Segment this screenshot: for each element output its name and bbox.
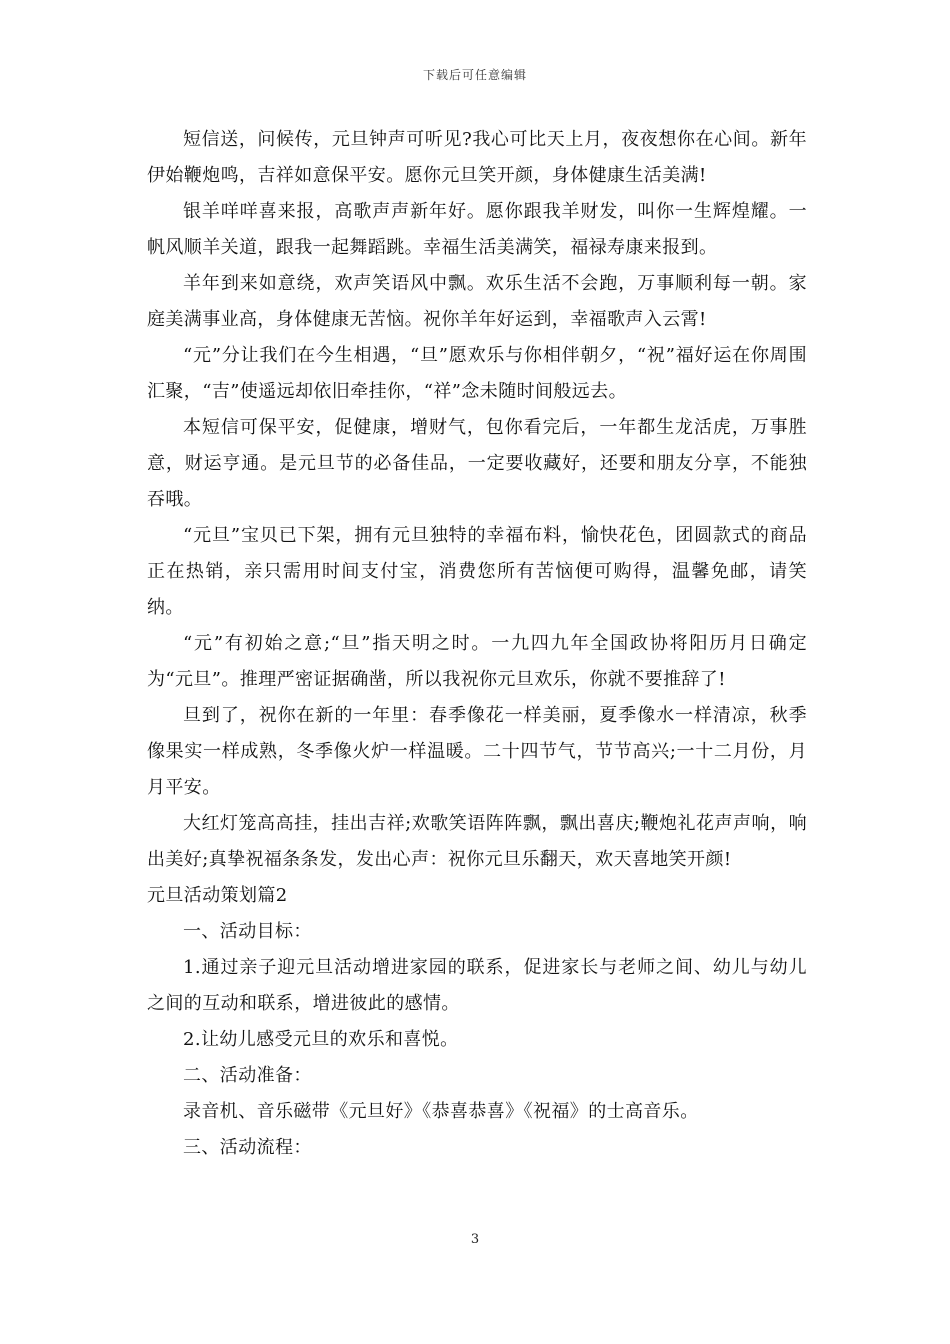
paragraph: 短信送，问候传，元旦钟声可听见?我心可比天上月，夜夜想你在心间。新年伊始鞭炮鸣，吉祥如意保平安。愿你元旦笑开颜，身体健康生活美满! xyxy=(147,129,807,186)
section-heading: 一、活动目标： xyxy=(183,921,312,942)
paragraph: 大红灯笼高高挂，挂出吉祥;欢歌笑语阵阵飘，飘出喜庆;鞭炮礼花声声响，响出美好;真挚祝福条条发，发出心声：祝你元旦乐翻天，欢天喜地笑开颜! xyxy=(147,813,807,870)
paragraph: 旦到了，祝你在新的一年里：春季像花一样美丽，夏季像水一样清凉，秋季像果实一样成熟，冬季像火炉一样温暖。二十四节气，节节高兴;一十二月份，月月平安。 xyxy=(147,705,807,798)
paragraph: “元”分让我们在今生相遇，“旦”愿欢乐与你相伴朝夕，“祝”福好运在你周围汇聚，“吉”使遥远却依旧牵挂你，“祥”念未随时间般远去。 xyxy=(147,345,807,402)
section-title: 元旦活动策划篇2 xyxy=(147,885,288,906)
page-header: 下载后可任意编辑 xyxy=(422,68,527,82)
list-item: 2.让幼儿感受元旦的欢乐和喜悦。 xyxy=(183,1029,459,1050)
paragraph: 银羊咩咩喜来报，高歌声声新年好。愿你跟我羊财发，叫你一生辉煌耀。一帆风顺羊关道，跟我一起舞蹈跳。幸福生活美满笑，福禄寿康来报到。 xyxy=(147,201,807,258)
document-body xyxy=(147,122,807,1166)
page-number: 3 xyxy=(470,1232,480,1247)
paragraph: 羊年到来如意绕，欢声笑语风中飘。欢乐生活不会跑，万事顺利每一朝。家庭美满事业高，身体健康无苦恼。祝你羊年好运到，幸福歌声入云霄! xyxy=(147,273,807,330)
section-heading: 三、活动流程： xyxy=(183,1137,312,1158)
section-heading: 二、活动准备： xyxy=(183,1065,312,1086)
paragraph: “元”有初始之意;“旦”指天明之时。一九四九年全国政协将阳历月日确定为“元旦”。推理严密证据确凿，所以我祝你元旦欢乐，你就不要推辞了! xyxy=(147,633,807,690)
paragraph: “元旦”宝贝已下架，拥有元旦独特的幸福布料，愉快花色，团圆款式的商品正在热销，亲只需用时间支付宝，消费您所有苦恼便可购得，温馨免邮，请笑纳。 xyxy=(147,525,807,618)
paragraph: 录音机、音乐磁带《元旦好》《恭喜恭喜》《祝福》的士高音乐。 xyxy=(183,1101,699,1122)
paragraph: 本短信可保平安，促健康，增财气，包你看完后，一年都生龙活虎，万事胜意，财运亨通。是元旦节的必备佳品，一定要收藏好，还要和朋友分享，不能独吞哦。 xyxy=(147,417,807,510)
list-item: 1.通过亲子迎元旦活动增进家园的联系，促进家长与老师之间、幼儿与幼儿之间的互动和联系，增进彼此的感情。 xyxy=(147,957,807,1014)
